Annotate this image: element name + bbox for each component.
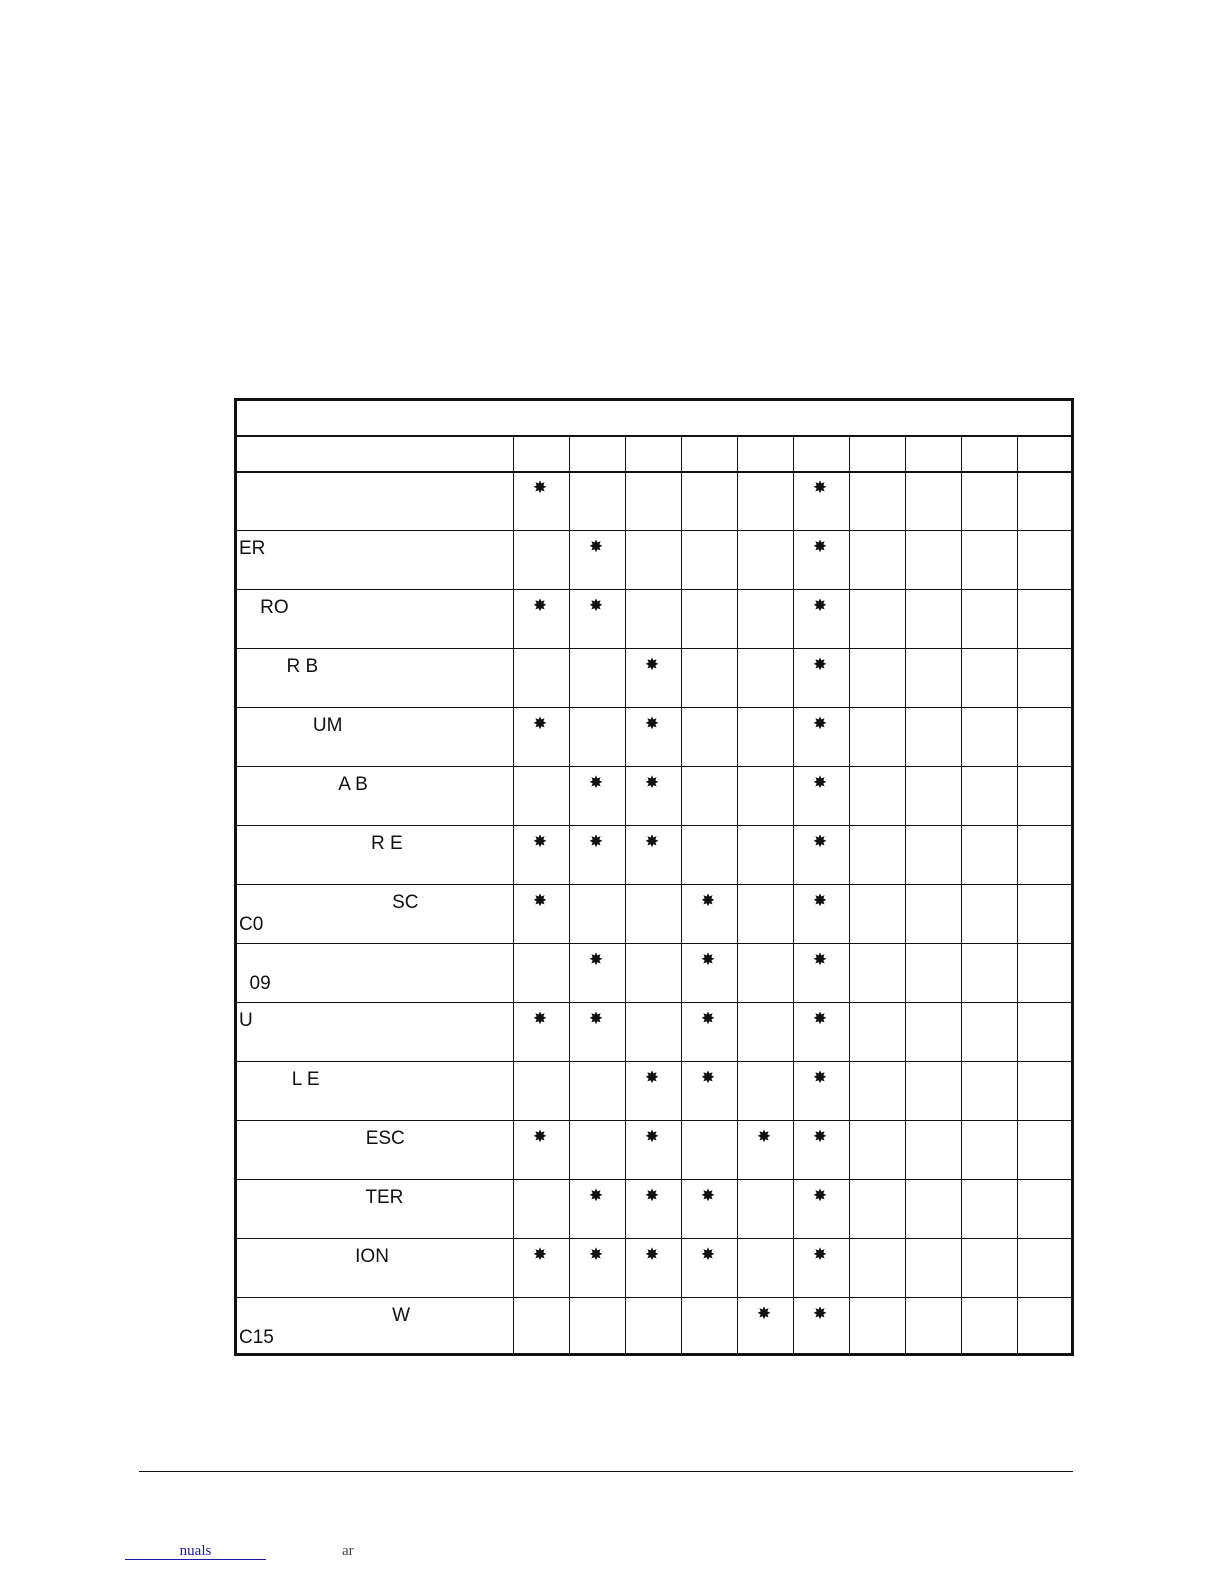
- mark-star-icon: ✸: [644, 1245, 660, 1265]
- mark-star-icon: ✸: [532, 596, 548, 616]
- header-divider: [237, 471, 1071, 473]
- mark-star-icon: ✸: [644, 655, 660, 675]
- row-label: UM: [239, 715, 343, 736]
- mark-star-icon: ✸: [644, 832, 660, 852]
- column-divider: [737, 435, 738, 1356]
- row-divider: [237, 1297, 1071, 1298]
- footer-rule: [139, 1471, 1073, 1472]
- row-label: TER: [239, 1187, 404, 1208]
- mark-star-icon: ✸: [812, 1245, 828, 1265]
- column-divider: [961, 435, 962, 1356]
- mark-star-icon: ✸: [812, 950, 828, 970]
- compatibility-table: [234, 398, 1074, 1356]
- row-divider: [237, 943, 1071, 944]
- row-divider: [237, 707, 1071, 708]
- row-divider: [237, 1120, 1071, 1121]
- footer-text: ar: [342, 1543, 354, 1559]
- mark-star-icon: ✸: [812, 1068, 828, 1088]
- row-label: R E: [239, 833, 403, 854]
- mark-star-icon: ✸: [532, 1127, 548, 1147]
- column-divider: [513, 435, 514, 1356]
- row-label: ER: [239, 538, 266, 559]
- mark-star-icon: ✸: [700, 891, 716, 911]
- mark-star-icon: ✸: [644, 1127, 660, 1147]
- row-label: ESC: [239, 1128, 405, 1149]
- column-divider: [625, 435, 626, 1356]
- mark-star-icon: ✸: [532, 478, 548, 498]
- row-divider: [237, 825, 1071, 826]
- mark-star-icon: ✸: [588, 537, 604, 557]
- row-divider: [237, 1179, 1071, 1180]
- row-divider: [237, 589, 1071, 590]
- mark-star-icon: ✸: [812, 478, 828, 498]
- row-divider: [237, 1238, 1071, 1239]
- mark-star-icon: ✸: [532, 1009, 548, 1029]
- mark-star-icon: ✸: [812, 1127, 828, 1147]
- mark-star-icon: ✸: [812, 655, 828, 675]
- mark-star-icon: ✸: [700, 1245, 716, 1265]
- column-divider: [793, 435, 794, 1356]
- mark-star-icon: ✸: [532, 714, 548, 734]
- mark-star-icon: ✸: [812, 1304, 828, 1324]
- row-label: R B: [239, 656, 319, 677]
- row-label: RO: [239, 597, 289, 618]
- column-divider: [569, 435, 570, 1356]
- mark-star-icon: ✸: [812, 596, 828, 616]
- mark-star-icon: ✸: [700, 1009, 716, 1029]
- mark-star-icon: ✸: [812, 1186, 828, 1206]
- row-label: 09: [249, 973, 271, 994]
- mark-star-icon: ✸: [588, 596, 604, 616]
- mark-star-icon: ✸: [644, 714, 660, 734]
- mark-star-icon: ✸: [812, 1009, 828, 1029]
- mark-star-icon: ✸: [588, 832, 604, 852]
- mark-star-icon: ✸: [588, 1245, 604, 1265]
- mark-star-icon: ✸: [644, 1068, 660, 1088]
- row-label: L E: [239, 1069, 320, 1090]
- mark-star-icon: ✸: [700, 950, 716, 970]
- row-label: U: [239, 1010, 253, 1031]
- row-divider: [237, 884, 1071, 885]
- mark-star-icon: ✸: [644, 773, 660, 793]
- column-divider: [681, 435, 682, 1356]
- mark-star-icon: ✸: [812, 891, 828, 911]
- mark-star-icon: ✸: [532, 832, 548, 852]
- title-divider: [237, 435, 1071, 437]
- mark-star-icon: ✸: [588, 773, 604, 793]
- mark-star-icon: ✸: [812, 537, 828, 557]
- row-divider: [237, 1061, 1071, 1062]
- row-divider: [237, 1002, 1071, 1003]
- mark-star-icon: ✸: [812, 714, 828, 734]
- row-divider: [237, 530, 1071, 531]
- mark-star-icon: ✸: [532, 891, 548, 911]
- column-divider: [905, 435, 906, 1356]
- mark-star-icon: ✸: [588, 1009, 604, 1029]
- row-divider: [237, 766, 1071, 767]
- mark-star-icon: ✸: [588, 950, 604, 970]
- mark-star-icon: ✸: [812, 832, 828, 852]
- mark-star-icon: ✸: [700, 1068, 716, 1088]
- mark-star-icon: ✸: [644, 1186, 660, 1206]
- column-divider: [1017, 435, 1018, 1356]
- row-label: A B: [239, 774, 368, 795]
- row-divider: [237, 648, 1071, 649]
- mark-star-icon: ✸: [532, 1245, 548, 1265]
- row-label: ION: [239, 1246, 389, 1267]
- mark-star-icon: ✸: [812, 773, 828, 793]
- mark-star-icon: ✸: [756, 1304, 772, 1324]
- mark-star-icon: ✸: [700, 1186, 716, 1206]
- column-divider: [849, 435, 850, 1356]
- row-label: W C15: [239, 1305, 411, 1348]
- mark-star-icon: ✸: [588, 1186, 604, 1206]
- row-label: SC C0: [239, 892, 419, 935]
- footer-link[interactable]: nuals: [125, 1543, 266, 1560]
- mark-star-icon: ✸: [756, 1127, 772, 1147]
